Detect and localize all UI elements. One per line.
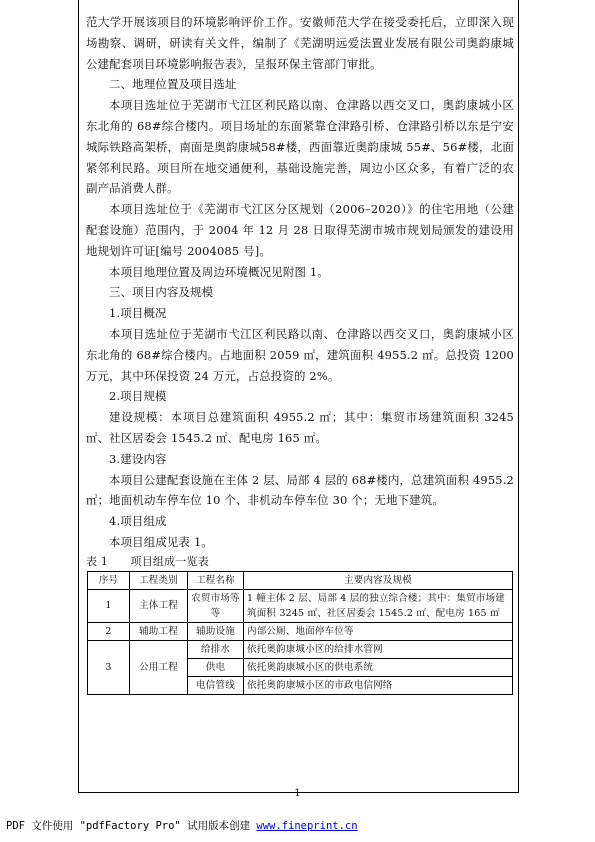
paragraph: 本项目公建配套设施在主体 2 层、局部 4 层的 68#楼内，总建筑面积 4955.2 ㎡；地面机动车停车位 10 个、非机动车停车位 30 个；无地下建筑。 [86,472,514,508]
paragraph: 建设规模：本项目总建筑面积 4955.2 ㎡；其中：集贸市场建筑面积 3245 ㎡、社区居委会 1545.2 ㎡、配电房 165 ㎡。 [86,410,514,445]
table-row [88,589,513,622]
section-heading-location: 二、地理位置及项目选址 [109,77,237,92]
table-cell: 辅助工程 [130,622,188,640]
subheading-scale: 2.项目规模 [109,389,167,404]
table-caption: 表 1 项目组成一览表 [86,554,209,568]
table-cell: 2 [88,622,130,640]
table-cell: 依托奥韵康城小区的给排水管网 [244,640,513,658]
table-cell: 农贸市场等等 [188,589,244,622]
table-cell: 公用工程 [130,640,188,694]
paragraph: 本项目地理位置及周边环境概况见附图 1。 [109,264,329,279]
paragraph: 本项目选址位于芜湖市弋江区利民路以南、仓津路以西交叉口，奥韵康城小区东北角的 68#综合楼内。项目场址的东面紧靠仓津路引桥、仓津路引桥以东是宁安城际铁路高架桥，南面是奥韵康城58#楼，西面靠近奥韵康城 55#、56#楼，北面紧邻利民路。项目所在地交通便利，基础设施完善，周边小区众多，有着广泛的农副产品消费人群。 [86,98,514,196]
table-cell: 辅助设施 [188,622,244,640]
table-cell: 3 [88,640,130,694]
table-cell: 内部公厕、地面停车位等 [244,622,513,640]
paragraph: 本项目选址位于《芜湖市弋江区分区规划（2006–2020）》的住宅用地（公建配套设施）范围内，于 2004 年 12 月 28 日取得芜湖市城市规划局颁发的建设用地规划许可证[编号 2004085 号]。 [86,202,514,258]
project-composition-table [87,571,513,695]
table-cell: 主体工程 [130,589,188,622]
table-header-row [88,571,513,589]
column-header: 主要内容及规模 [244,571,513,589]
pdf-footer [6,818,358,833]
table-row [88,622,513,640]
document-body [86,12,514,695]
paragraph: 范大学开展该项目的环境影响评价工作。安徽师范大学在接受委托后，立即深入现场勘察、调研，研读有关文件，编制了《芜湖明远爱法置业发展有限公司奥韵康城公建配套项目环境影响报告表》，呈报环保主管部门审批。 [86,15,514,71]
table-cell: 1 幢主体 2 层、局部 4 层的独立综合楼；其中：集贸市场建筑面积 3245 ㎡、社区居委会 1545.2 ㎡、配电房 165 ㎡ [244,589,513,622]
subheading-overview: 1.项目概况 [109,306,167,321]
column-header: 序号 [88,571,130,589]
table-cell: 依托奥韵康城小区的供电系统 [244,658,513,676]
column-header: 工程类别 [130,571,188,589]
table-row [88,640,513,658]
footer-text: PDF 文件使用 "pdfFactory Pro" 试用版本创建 [6,820,257,832]
table-cell: 供电 [188,658,244,676]
page-number: 1 [294,788,301,799]
table-cell: 1 [88,589,130,622]
table-cell: 给排水 [188,640,244,658]
subheading-composition: 4.项目组成 [109,514,167,529]
subheading-construction: 3.建设内容 [109,451,167,466]
column-header: 工程名称 [188,571,244,589]
footer-link[interactable]: www.fineprint.cn [256,820,358,832]
table-cell: 依托奥韵康城小区的市政电信网络 [244,676,513,694]
section-heading-content: 三、项目内容及规模 [109,285,214,300]
paragraph: 本项目组成见表 1。 [109,534,213,549]
paragraph: 本项目选址位于芜湖市弋江区利民路以南、仓津路以西交叉口，奥韵康城小区东北角的 68#综合楼内。占地面积 2059 ㎡，建筑面积 4955.2 ㎡。总投资 1200 万元，其中环保投资 24 万元，占总投资的 2%。 [86,326,514,383]
table-cell: 电信管线 [188,676,244,694]
